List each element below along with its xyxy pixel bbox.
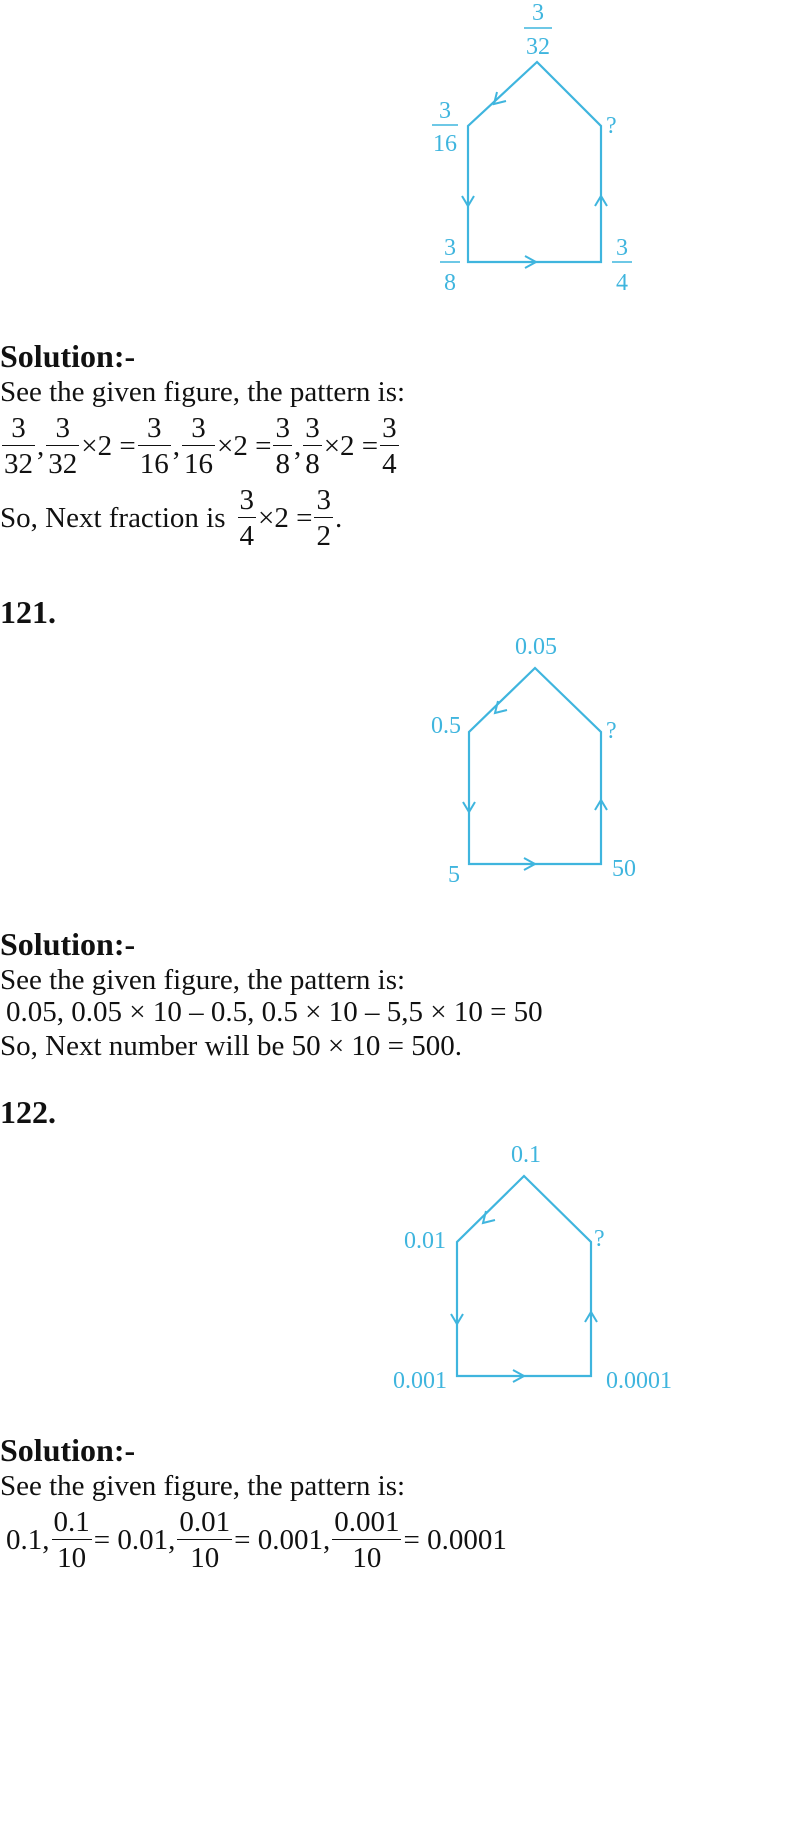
fraction: $\frac{0.01}{10}$ (179, 1506, 231, 1574)
arrow-down-left-icon (495, 701, 507, 713)
solution-heading: Solution:- (0, 1432, 136, 1468)
solution-heading: Solution:- (0, 338, 136, 374)
fraction: $\frac{3}{2}$ (316, 484, 331, 552)
label-upper-left: 0.01 (404, 1228, 446, 1254)
pattern-expression: 0.05, 0.05 × 10 – 0.5, 0.5 × 10 – 5,5 × 10 = 50 (6, 996, 543, 1028)
pattern-figure-122 (385, 1138, 685, 1398)
label-lower-right-denominator: 4 (616, 270, 628, 296)
fraction: $\frac{3}{32}$ (48, 412, 78, 480)
label-upper-left-numerator: 3 (439, 98, 451, 124)
label-lower-left-denominator: 8 (444, 270, 456, 296)
fraction: $\frac{3}{4}$ (382, 412, 397, 480)
label-lower-right: 50 (612, 856, 636, 882)
solution-heading: Solution:- (0, 926, 136, 962)
solution-intro: See the given figure, the pattern is: (0, 1470, 406, 1502)
label-top: 0.05 (515, 634, 557, 660)
label-upper-right: ? (606, 718, 617, 744)
fraction: $\frac{3}{32}$ (4, 412, 33, 480)
figure-outline (469, 668, 601, 864)
question-number-121: 121. (0, 594, 56, 630)
label-lower-right-numerator: 3 (616, 235, 628, 261)
fraction: $\frac{3}{8}$ (305, 412, 320, 480)
fraction: $\frac{0.1}{10}$ (53, 1506, 90, 1574)
solution-answer: So, Next number will be 50 × 10 = 500. (0, 1030, 463, 1062)
fraction: $\frac{3}{16}$ (183, 412, 213, 480)
label-upper-left-denominator: 16 (433, 131, 457, 157)
label-upper-left: 0.5 (431, 713, 461, 739)
label-lower-left-numerator: 3 (444, 235, 456, 261)
label-lower-right: 0.0001 (606, 1368, 672, 1394)
label-top-denominator: 32 (526, 34, 550, 60)
pattern-figure-121 (420, 630, 650, 890)
figure-outline (468, 62, 601, 262)
decimal-pattern-equation: 0.1, $\frac{0.1}{10}$ = 0.01, $\frac{0.01}{10}$ = 0.001, $\frac{0.001}{10}$ = 0.0001 (6, 1506, 507, 1574)
fraction-pattern-equation: $\frac{3}{32}$ , $\frac{3}{32}$ ×2 = $\frac{3}{16}$ , $\frac{3}{16}$ ×2 = $\frac{3}{8}$ , $\frac{3}{8}$ ×2 = $\frac{3}{4}$ (4, 412, 397, 480)
label-lower-left: 5 (448, 862, 460, 888)
label-top-numerator: 3 (532, 0, 544, 26)
label-upper-right: ? (606, 113, 617, 139)
arrow-down-left-icon (483, 1211, 495, 1223)
fraction: $\frac{0.001}{10}$ (334, 1506, 400, 1574)
fraction: $\frac{3}{8}$ (275, 412, 290, 480)
solution-intro: See the given figure, the pattern is: (0, 964, 406, 996)
label-lower-left: 0.001 (393, 1368, 447, 1394)
label-upper-right: ? (594, 1226, 605, 1252)
question-number-122: 122. (0, 1094, 56, 1130)
label-top: 0.1 (511, 1142, 541, 1168)
fraction: $\frac{3}{4}$ (239, 484, 255, 552)
next-fraction-line: So, Next fraction is $\frac{3}{4}$ ×2 = $\frac{3}{2}$ . (0, 484, 343, 552)
solution-intro: See the given figure, the pattern is: (0, 376, 406, 408)
fraction: $\frac{3}{16}$ (139, 412, 169, 480)
pattern-figure-1 (420, 0, 650, 300)
figure-outline (457, 1176, 591, 1376)
